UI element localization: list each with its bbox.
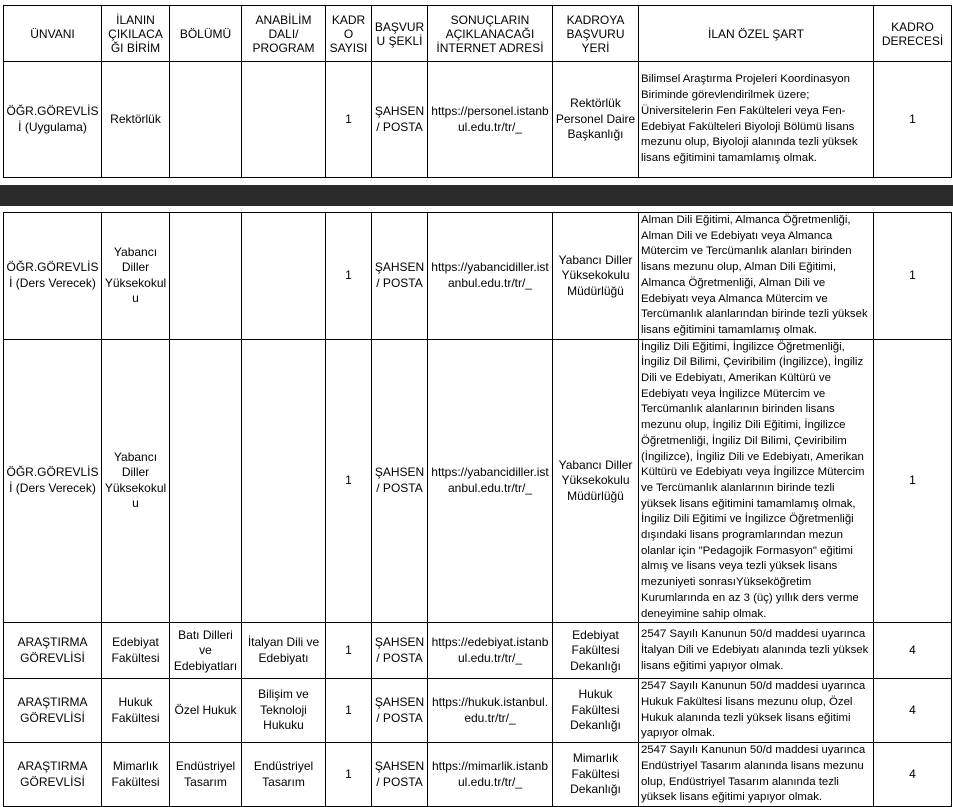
cell-basvuru-yeri: Yabancı Diller Yüksekokulu Müdürlüğü: [553, 339, 639, 623]
cell-ozel-sart: 2547 Sayılı Kanunun 50/d maddesi uyarınca Hukuk Fakültesi lisans mezunu olup, Özel Hukuk alanında tezli yüksek lisans eğitimi yapıyor olmak.: [639, 679, 874, 743]
cell-bolumu: [170, 339, 242, 623]
header-basvuru-yeri: KADROYA BAŞVURU YERİ: [553, 6, 639, 62]
cell-sonuc-adresi: https://yabancidiller.istanbul.edu.tr/tr/_: [428, 339, 553, 623]
cell-kadro-sayisi: 1: [326, 213, 372, 340]
cell-unvani: ÖĞR.GÖREVLİSİ (Ders Verecek): [4, 213, 102, 340]
header-sonuc-adresi: SONUÇLARIN AÇIKLANACAĞI İNTERNET ADRESİ: [428, 6, 553, 62]
cell-anabilim: [242, 339, 326, 623]
cell-kadro-derecesi: 4: [874, 679, 952, 743]
header-kadro-sayisi: KADRO SAYISI: [326, 6, 372, 62]
table-row: [4, 679, 952, 743]
cell-birim: Yabancı Diller Yüksekokulu: [102, 213, 170, 340]
table-row: [4, 62, 952, 178]
table-row: [4, 743, 952, 807]
cell-kadro-sayisi: 1: [326, 679, 372, 743]
cell-bolumu: [170, 62, 242, 178]
cell-bolumu: Batı Dilleri ve Edebiyatları: [170, 623, 242, 679]
cell-unvani: ÖĞR.GÖREVLİSİ (Ders Verecek): [4, 339, 102, 623]
cell-basvuru-sekli: ŞAHSEN/ POSTA: [372, 743, 428, 807]
cell-birim: Rektörlük: [102, 62, 170, 178]
cell-basvuru-sekli: ŞAHSEN/ POSTA: [372, 623, 428, 679]
cell-basvuru-sekli: ŞAHSEN/ POSTA: [372, 62, 428, 178]
cell-kadro-sayisi: 1: [326, 623, 372, 679]
cell-anabilim: İtalyan Dili ve Edebiyatı: [242, 623, 326, 679]
cell-basvuru-sekli: ŞAHSEN/ POSTA: [372, 213, 428, 340]
cell-sonuc-adresi: https://mimarlik.istanbul.edu.tr/tr/_: [428, 743, 553, 807]
cell-kadro-sayisi: 1: [326, 743, 372, 807]
cell-kadro-derecesi: 1: [874, 213, 952, 340]
cell-kadro-derecesi: 4: [874, 743, 952, 807]
cell-bolumu: [170, 213, 242, 340]
announcement-table-bottom: [3, 212, 952, 807]
cell-basvuru-yeri: Hukuk Fakültesi Dekanlığı: [553, 679, 639, 743]
cell-kadro-derecesi: 4: [874, 623, 952, 679]
header-basvuru-sekli: BAŞVURU ŞEKLİ: [372, 6, 428, 62]
table-row: [4, 339, 952, 623]
cell-kadro-derecesi: 1: [874, 62, 952, 178]
table-row: [4, 623, 952, 679]
cell-ozel-sart: Bilimsel Araştırma Projeleri Koordinasyon Biriminde görevlendirilmek üzere; Üniversitelerin Fen Fakülteleri veya Fen-Edebiyat Fakülteleri Biyoloji Bölümü lisans mezunu olup, Biyoloji alanında tezli yüksek lisans eğitimini tamamlamış olmak.: [639, 62, 874, 178]
cell-anabilim: [242, 213, 326, 340]
cell-birim: Hukuk Fakültesi: [102, 679, 170, 743]
cell-birim: Edebiyat Fakültesi: [102, 623, 170, 679]
cell-anabilim: [242, 62, 326, 178]
cell-kadro-sayisi: 1: [326, 62, 372, 178]
table-row: [4, 213, 952, 340]
cell-kadro-sayisi: 1: [326, 339, 372, 623]
cell-unvani: ARAŞTIRMA GÖREVLİSİ: [4, 623, 102, 679]
cell-ozel-sart: Alman Dili Eğitimi, Almanca Öğretmenliği, Alman Dili ve Edebiyatı veya Almanca Mütercim ve Tercümanlık alanları birinden lisans mezunu olup, Alman Dili Eğitimi, Almanca Öğretmenliği, Alman Dili ve Edebiyatı veya Almanca Mütercim ve Tercümanlık alanlarından birinde tezli yüksek lisans eğitimini tamamlamış olmak.: [639, 213, 874, 340]
section-divider-bar: [0, 185, 953, 206]
cell-birim: Mimarlık Fakültesi: [102, 743, 170, 807]
cell-anabilim: Bilişim ve Teknoloji Hukuku: [242, 679, 326, 743]
cell-sonuc-adresi: https://yabancidiller.istanbul.edu.tr/tr/_: [428, 213, 553, 340]
header-ozel-sart: İLAN ÖZEL ŞART: [639, 6, 874, 62]
announcement-table-top: [3, 5, 952, 178]
cell-basvuru-yeri: Mimarlık Fakültesi Dekanlığı: [553, 743, 639, 807]
cell-sonuc-adresi: https://hukuk.istanbul.edu.tr/tr/_: [428, 679, 553, 743]
cell-kadro-derecesi: 1: [874, 339, 952, 623]
cell-ozel-sart: 2547 Sayılı Kanunun 50/d maddesi uyarınca İtalyan Dili ve Edebiyatı alanında tezli yüksek lisans eğitimi yapıyor olmak.: [639, 623, 874, 679]
cell-ozel-sart: 2547 Sayılı Kanunun 50/d maddesi uyarınca Endüstriyel Tasarım alanında lisans mezunu olup, Endüstriyel Tasarım alanında tezli yüksek lisans eğitimi yapıyor olmak.: [639, 743, 874, 807]
cell-sonuc-adresi: https://edebiyat.istanbul.edu.tr/tr/_: [428, 623, 553, 679]
header-row: [4, 6, 952, 62]
cell-basvuru-yeri: Rektörlük Personel Daire Başkanlığı: [553, 62, 639, 178]
cell-birim: Yabancı Diller Yüksekokulu: [102, 339, 170, 623]
cell-ozel-sart: İngiliz Dili Eğitimi, İngilizce Öğretmenliği, İngiliz Dil Bilimi, Çeviribilim (İngilizce), İngiliz Dili ve Edebiyatı, Amerikan Kültürü ve Edebiyatı veya İngilizce Mütercim ve Tercümanlık alanlarının birinden lisans mezunu olup, İngiliz Dili Eğitimi, İngilizce Öğretmenliği, İngiliz Dil Bilimi, Çeviribilim (İngilizce), İngiliz Dili ve Edebiyatı, Amerikan Kültürü ve Edebiyatı veya İngilizce Mütercim ve Tercümanlık alanlarının birinde tezli yüksek lisans eğitimini tamamlamış olmak, İngiliz Dili Eğitimi ve İngilizce Öğretmenliği dışındaki lisans programlarından mezun olanlar için "Pedagojik Formasyon" eğitimi almış ve lisans veya tezli yüksek lisans mezuniyeti sonrasıYükseköğretim Kurumlarında en az 3 (üç) yıllık ders verme deneyimine sahip olmak.: [639, 339, 874, 623]
header-bolumu: BÖLÜMÜ: [170, 6, 242, 62]
cell-bolumu: Endüstriyel Tasarım: [170, 743, 242, 807]
cell-unvani: ÖĞR.GÖREVLİSİ (Uygulama): [4, 62, 102, 178]
cell-unvani: ARAŞTIRMA GÖREVLİSİ: [4, 743, 102, 807]
cell-basvuru-yeri: Edebiyat Fakültesi Dekanlığı: [553, 623, 639, 679]
header-kadro-derecesi: KADRO DERECESİ: [874, 6, 952, 62]
cell-basvuru-sekli: ŞAHSEN/ POSTA: [372, 679, 428, 743]
header-anabilim: ANABİLİM DALI/ PROGRAM: [242, 6, 326, 62]
cell-unvani: ARAŞTIRMA GÖREVLİSİ: [4, 679, 102, 743]
cell-bolumu: Özel Hukuk: [170, 679, 242, 743]
header-birim: İLANIN ÇIKILACAĞI BİRİM: [102, 6, 170, 62]
cell-sonuc-adresi: https://personel.istanbul.edu.tr/tr/_: [428, 62, 553, 178]
cell-anabilim: Endüstriyel Tasarım: [242, 743, 326, 807]
cell-basvuru-yeri: Yabancı Diller Yüksekokulu Müdürlüğü: [553, 213, 639, 340]
header-unvani: ÜNVANI: [4, 6, 102, 62]
cell-basvuru-sekli: ŞAHSEN/ POSTA: [372, 339, 428, 623]
